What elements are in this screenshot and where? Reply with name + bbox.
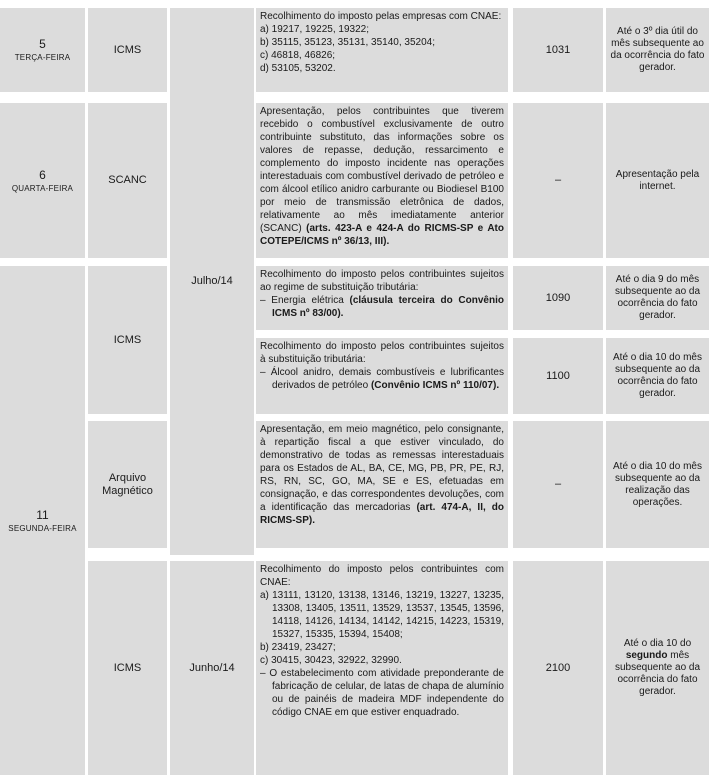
- codigo-cell: –: [513, 103, 603, 258]
- description-cell: [256, 103, 508, 258]
- day-number: 6: [39, 167, 46, 182]
- legal-reference: (arts. 423-A e 424-A do RICMS-SP e Ato COTEPE/ICMS nº 36/13, III).: [260, 223, 504, 247]
- day-name: QUARTA-FEIRA: [11, 183, 74, 193]
- description-cell: [256, 421, 508, 548]
- description-intro: Recolhimento do imposto pelas empresas com CNAE:: [260, 11, 502, 22]
- periodo-cell: Junho/14: [170, 561, 254, 775]
- legal-reference: (art. 474-A, II, do RICMS-SP).: [260, 502, 505, 526]
- prazo-cell: Até o dia 10 do mês subsequente ao da ocorrência do fato gerador.: [606, 338, 709, 414]
- cnae-item: c) 30415, 30423, 32922, 32990.: [260, 655, 402, 666]
- description-cell: [256, 8, 508, 92]
- codigo-cell: 2100: [513, 561, 603, 775]
- tributo-cell: SCANC: [88, 103, 167, 258]
- codigo-cell: –: [513, 421, 603, 548]
- description-intro: Recolhimento do imposto pelos contribuintes com CNAE:: [260, 564, 504, 588]
- day-number: 5: [39, 37, 46, 51]
- description-intro: Recolhimento do imposto pelos contribuintes sujeitos ao regime de substituição tributária:: [260, 269, 504, 293]
- day-name: SEGUNDA-FEIRA: [8, 523, 77, 533]
- periodo-cell-merged: Julho/14: [170, 8, 254, 555]
- cnae-item: d) 53105, 53202.: [260, 63, 336, 74]
- description-text: Apresentação, pelos contribuintes que tiverem recebido o combustível exclusivamente de outro contribuinte substituto, das informações sobre os valores de repasse, dedução, ressarcimento e complemento do imposto incidente nas operações interestaduais com combustível derivado de petróleo e com álcool etílico anidro carburante ou Biodiesel B100 por meio de transmissão eletrônica de dados, relativamente ao mês imediatamente anterior (SCANC): [260, 106, 504, 234]
- description-intro: Recolhimento do imposto pelos contribuintes sujeitos à substituição tributária:: [260, 341, 504, 365]
- prazo-cell: Até o dia 9 do mês subsequente ao da ocorrência do fato gerador.: [606, 266, 709, 330]
- prazo-cell: [606, 561, 709, 775]
- description-cell: [256, 338, 508, 414]
- legal-reference: (cláusula terceira do Convênio ICMS nº 83/00).: [272, 295, 504, 319]
- cnae-item: c) 46818, 46826;: [260, 50, 336, 61]
- tributo-cell: ICMS: [88, 561, 167, 775]
- prazo-cell: Apresentação pela internet.: [606, 103, 709, 258]
- prazo-text: Até o dia 10 do: [623, 638, 692, 649]
- cnae-item: a) 13111, 13120, 13138, 13146, 13219, 13227, 13235, 13308, 13405, 13511, 13529, 13537, 13545, 13596, 14118, 14126, 14134, 14142, 14215, 14223, 15319, 15327, 15335, 15394, 15408;: [260, 590, 504, 640]
- prazo-cell: Até o dia 10 do mês subsequente ao da realização das operações.: [606, 421, 709, 548]
- cnae-item: a) 19217, 19225, 19322;: [260, 24, 369, 35]
- day-cell-5: [0, 8, 85, 92]
- cnae-item: b) 35115, 35123, 35131, 35140, 35204;: [260, 37, 435, 48]
- day-cell-11: [0, 266, 85, 775]
- description-dash-text: – Energia elétrica: [260, 295, 344, 306]
- legal-reference: (Convênio ICMS nº 110/07).: [370, 380, 500, 391]
- tributo-cell: Arquivo Magnético: [88, 421, 167, 548]
- tributo-cell: ICMS: [88, 8, 167, 92]
- description-cell: [256, 561, 508, 775]
- tributo-cell: ICMS: [88, 266, 167, 414]
- codigo-cell: 1090: [513, 266, 603, 330]
- description-cell: [256, 266, 508, 330]
- prazo-cell: Até o 3º dia útil do mês subsequente ao da ocorrência do fato gerador.: [606, 8, 709, 92]
- cnae-item: b) 23419, 23427;: [260, 642, 336, 653]
- description-text: Apresentação, em meio magnético, pelo consignante, à repartição fiscal a que estiver vinculado, do demonstrativo de todas as remessas interestaduais para os Estados de AL, BA, CE, MG, PB, PR, PE, RJ, RS, RN, SC, GO, MA, SE e ES, efetuadas em consignação, e das correspondentes devoluções, com a identificação das mercadorias: [260, 424, 504, 513]
- prazo-text: mês subsequente ao da ocorrência do fato gerador.: [614, 650, 701, 697]
- codigo-cell: 1100: [513, 338, 603, 414]
- day-name: TERÇA-FEIRA: [14, 53, 71, 62]
- description-dash-text: – Álcool anidro, demais combustíveis e lubrificantes derivados de petróleo: [260, 367, 504, 391]
- prazo-emphasis: segundo: [625, 650, 668, 661]
- description-dash-text: – O estabelecimento com atividade preponderante de fabricação de celular, de latas de chapa de alumínio ou de painéis de madeira MDF independente do código CNAE em que estiver enquadrado.: [260, 668, 504, 718]
- day-number: 11: [36, 507, 49, 522]
- day-cell-6: [0, 103, 85, 258]
- codigo-cell: 1031: [513, 8, 603, 92]
